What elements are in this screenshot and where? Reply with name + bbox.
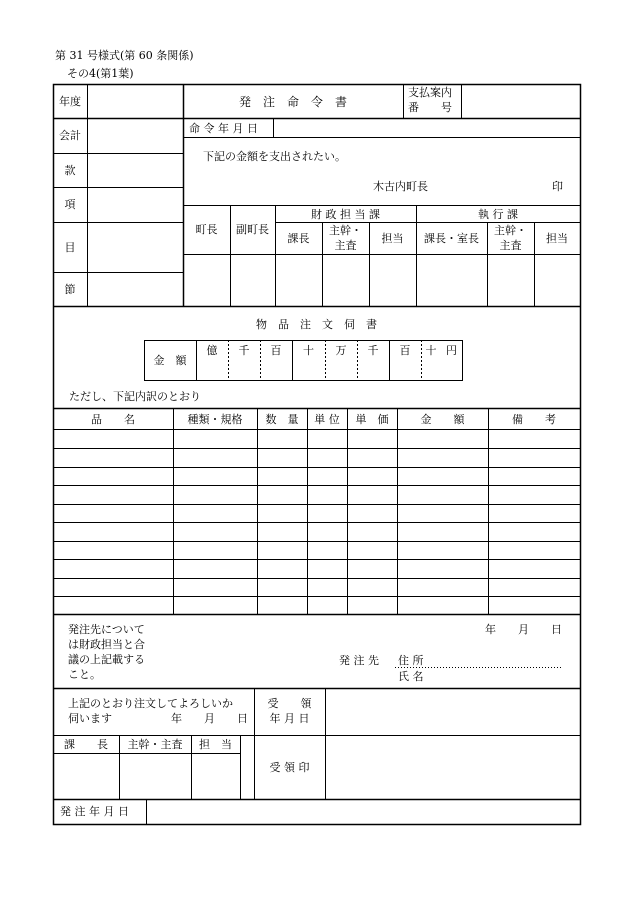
approval-shusa-1: 主査	[334, 239, 357, 252]
digit-hyaku-1: 百	[270, 344, 282, 357]
approval-chocho: 町長	[195, 223, 218, 236]
label-kou: 項	[64, 198, 76, 211]
confirm-text-1: 上記のとおり注文してよろしいか	[68, 697, 233, 710]
digit-sen-1: 千	[238, 344, 250, 357]
approval-shukan-1: 主幹・	[329, 224, 362, 237]
digit-hyaku-2: 百	[399, 344, 411, 357]
approval-tanto: 担当	[381, 232, 404, 245]
confirm-text-2: 伺います	[68, 712, 112, 725]
confirm-date: 年 月 日	[171, 712, 248, 725]
confirm-tanto: 担 当	[199, 738, 232, 751]
form-sub-number: その4(第1葉)	[67, 67, 134, 80]
digit-sen-2: 千	[367, 344, 379, 357]
approval-fukuchocho: 副町長	[236, 223, 269, 236]
digit-man: 万	[335, 344, 347, 357]
approval-shusa-2: 主査	[499, 239, 522, 252]
instruction-text: 下記の金額を支出されたい。	[203, 150, 346, 163]
label-kaikei: 会計	[59, 129, 81, 142]
approval-shukan-2: 主幹・	[494, 224, 527, 237]
amount-label: 金 額	[153, 354, 187, 367]
mayor-name: 木古内町長	[373, 180, 428, 193]
breakdown-note: ただし、下記内訳のとおり	[69, 390, 201, 403]
receipt-label-1: 受 領	[267, 697, 312, 710]
col-kingaku: 金 額	[420, 413, 465, 426]
order-inquiry-title: 物 品 注 文 伺 書	[256, 318, 377, 331]
approval-shikko-header: 執 行 課	[478, 208, 518, 221]
seal-mark: 印	[552, 180, 563, 193]
confirm-shukan: 主幹・主査	[127, 738, 183, 751]
approval-kacho: 課長	[287, 232, 310, 245]
col-shurui: 種類・規格	[187, 413, 243, 426]
label-moku: 目	[64, 241, 76, 254]
receipt-label-2: 年 月 日	[269, 712, 310, 725]
receipt-seal-label: 受 領 印	[269, 761, 310, 774]
supplier-note-1: 発注先について	[68, 623, 145, 636]
supplier-date: 年 月 日	[485, 623, 562, 636]
approval-kacho-shitsucho: 課長・室長	[424, 232, 479, 245]
supplier-name-label: 氏 名	[398, 670, 424, 683]
approval-zaisei-header: 財 政 担 当 課	[311, 208, 380, 221]
label-setsu: 節	[64, 283, 76, 296]
digit-juu-2: 十	[425, 344, 437, 357]
payment-number-label: 番 号	[408, 101, 452, 114]
form-number: 第 31 号様式(第 60 条関係)	[55, 49, 194, 62]
confirm-kacho: 課 長	[64, 738, 108, 751]
label-nendo: 年度	[59, 95, 81, 108]
supplier-label: 発 注 先	[339, 654, 379, 667]
supplier-address-label: 住 所	[398, 654, 424, 667]
digit-en: 円	[446, 344, 457, 357]
col-hinmei: 品 名	[91, 413, 135, 426]
order-command-title: 発 注 命 令 書	[238, 95, 347, 109]
supplier-note-2: は財政担当と合	[68, 638, 145, 651]
approval-tanto-2: 担当	[546, 232, 568, 245]
supplier-note-4: こと。	[68, 668, 101, 681]
digit-juu-1: 十	[303, 344, 314, 357]
supplier-note-3: 議の上記載する	[68, 653, 145, 666]
digit-oku: 億	[206, 344, 218, 357]
col-tani: 単 位	[314, 413, 340, 426]
col-tanka: 単 価	[355, 413, 389, 426]
order-date-label: 発 注 年 月 日	[60, 805, 129, 818]
col-suryo: 数 量	[265, 413, 299, 426]
col-biko: 備 考	[512, 413, 556, 426]
label-kan: 款	[64, 164, 76, 177]
payment-guide-label: 支払案内	[408, 86, 452, 99]
command-date-label: 命 令 年 月 日	[189, 122, 258, 135]
